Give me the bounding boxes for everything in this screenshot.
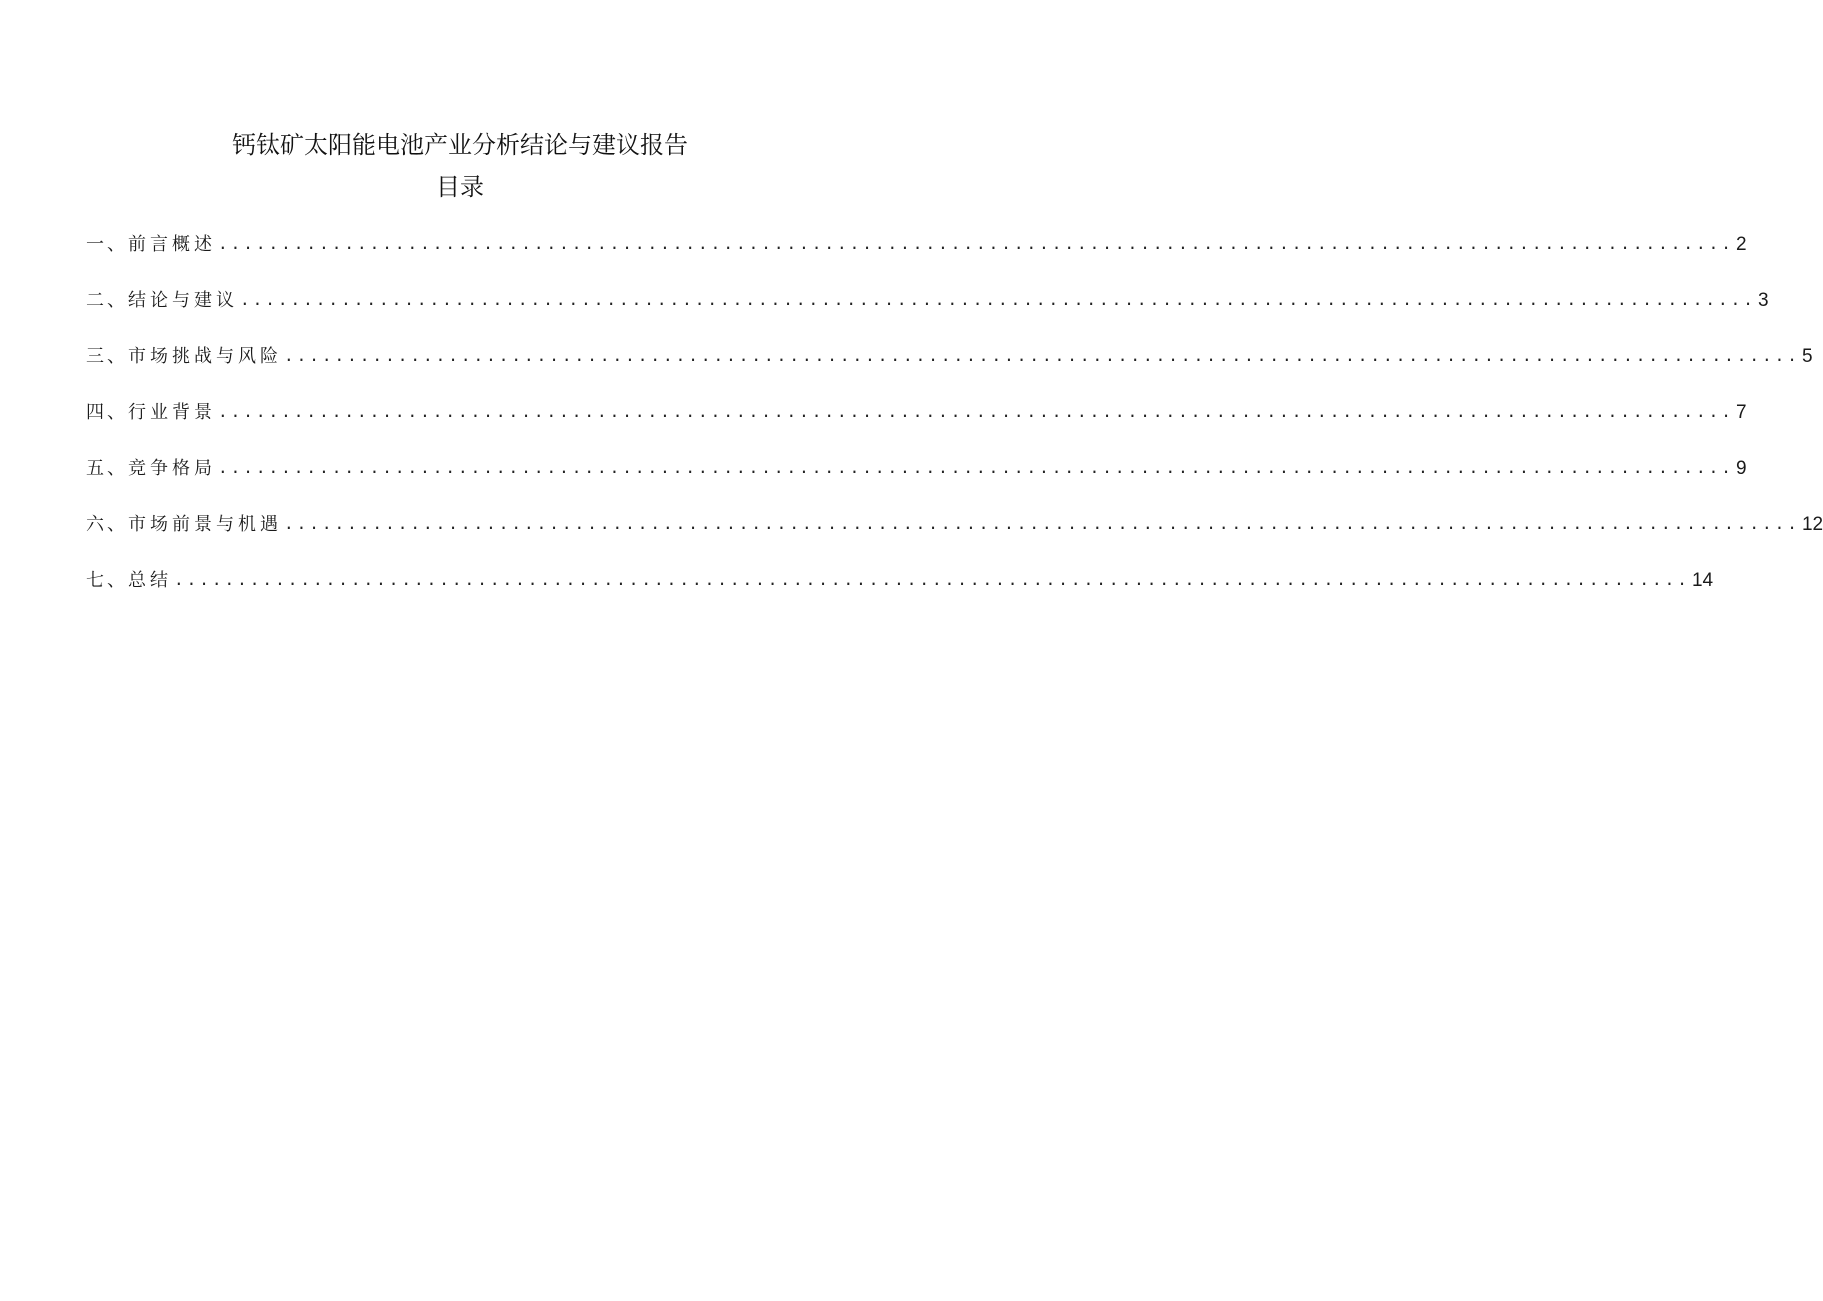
toc-entry-competition[interactable] [86,454,1747,510]
toc-entry-label: 市场挑战与风险 [128,346,282,367]
toc-entry-page: 12 [1801,514,1823,535]
toc-dot-leader: ........................................................................................................................ [218,458,1734,477]
toc-dot-leader: ........................................................................................................................ [218,234,1734,253]
toc-entry-conclusions[interactable] [86,286,1769,342]
toc-heading: 目录 [436,173,484,201]
toc-dot-leader: ........................................................................................................................ [240,290,1756,309]
toc-entry-background[interactable] [86,398,1747,454]
toc-entry-page: 9 [1735,458,1747,479]
toc-entry-number: 六、 [86,514,128,535]
toc-entry-page: 3 [1757,290,1769,311]
toc-entry-label: 行业背景 [128,402,216,423]
toc-entry-page: 5 [1801,346,1813,367]
toc-entry-summary[interactable] [86,566,1714,622]
toc-entry-preface[interactable] [86,230,1747,286]
toc-entry-page: 14 [1691,570,1714,591]
toc-dot-leader: ........................................................................................................................ [218,402,1734,421]
toc-entry-page: 7 [1735,402,1747,423]
toc-entry-label: 结论与建议 [128,290,238,311]
toc-dot-leader: ........................................................................................................................ [174,570,1690,589]
document-title: 钙钛矿太阳能电池产业分析结论与建议报告 [232,131,688,159]
table-of-contents [86,230,1823,622]
toc-dot-leader: ........................................................................................................................ [284,514,1800,533]
toc-entry-number: 四、 [86,402,128,423]
toc-entry-number: 五、 [86,458,128,479]
toc-entry-challenges[interactable] [86,342,1813,398]
toc-entry-outlook[interactable] [86,510,1823,566]
toc-dot-leader: ........................................................................................................................ [284,346,1800,365]
toc-entry-number: 三、 [86,346,128,367]
toc-entry-number: 二、 [86,290,128,311]
toc-entry-number: 七、 [86,570,128,591]
toc-entry-number: 一、 [86,234,128,255]
toc-entry-label: 总结 [128,570,172,591]
toc-entry-page: 2 [1735,234,1747,255]
toc-entry-label: 市场前景与机遇 [128,514,282,535]
toc-entry-label: 竞争格局 [128,458,216,479]
toc-entry-label: 前言概述 [128,234,216,255]
